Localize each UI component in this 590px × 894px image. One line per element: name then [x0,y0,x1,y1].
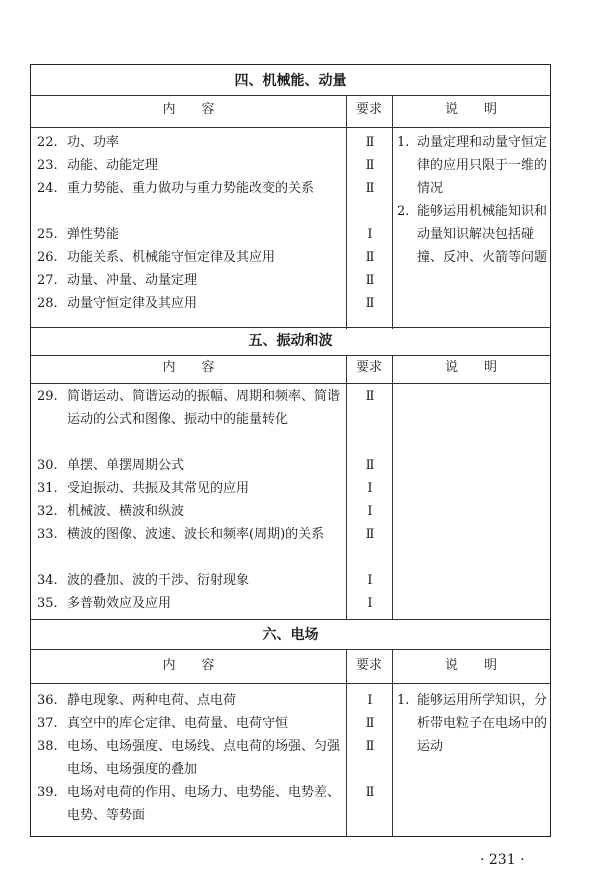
note-item [397,131,547,200]
row-content: 单摆、单摆周期公式 [67,458,185,473]
header-note: 说 明 [444,658,497,673]
header-requirement: 要求 [355,658,382,673]
row-number: 30. [37,458,58,473]
note-text: 能够运用所学知识，分析带电粒子在电场中的运动 [417,693,548,754]
row-content: 电场、电场强度、电场线、点电荷的场强、匀强电场、电场强度的叠加 [67,739,341,777]
row-content: 动能、动能定理 [67,158,159,173]
row-number: 22. [37,135,58,150]
page-number: · 231 · [480,852,525,868]
row-number: 25. [37,227,58,242]
row-level: Ⅰ [367,693,373,708]
note-number: 1. [397,135,410,150]
row-content: 简谐运动、简谐运动的振幅、周期和频率、简谐运动的公式和图像、振动中的能量转化 [67,389,341,427]
notes-list [397,131,547,269]
row-number: 23. [37,158,58,173]
row-level: Ⅱ [365,158,375,173]
row-number: 39. [37,785,58,800]
section-title: 五、振动和波 [248,333,333,349]
section-mechanical-energy [31,65,550,329]
notes-list [397,689,547,758]
row-level: Ⅰ [367,596,373,611]
note-text: 能够运用机械能知识和动量知识解决包括碰撞、反冲、火箭等问题 [417,204,548,265]
note-number: 2. [397,204,410,219]
section-title: 六、电场 [262,627,319,643]
row-content: 静电现象、两种电荷、点电荷 [67,693,237,708]
header-content: 内 容 [162,360,215,375]
row-number: 27. [37,273,58,288]
row-level: Ⅱ [365,135,375,150]
row-content: 动量、冲量、动量定理 [67,273,198,288]
row-level: Ⅱ [365,785,375,800]
row-level: Ⅱ [365,273,375,288]
row-number: 28. [37,296,58,311]
row-number: 38. [37,739,58,754]
row-level: Ⅰ [367,504,373,519]
section-vibration-wave [31,327,550,619]
header-requirement: 要求 [355,360,382,375]
note-item [397,689,547,758]
row-level: Ⅰ [367,481,373,496]
header-content: 内 容 [162,658,215,673]
row-content: 真空中的库仑定律、电荷量、电荷守恒 [67,716,289,731]
row-content: 动量守恒定律及其应用 [67,296,198,311]
row-content: 机械波、横波和纵波 [67,504,185,519]
row-number: 29. [37,389,58,404]
row-number: 26. [37,250,58,265]
row-number: 35. [37,596,58,611]
row-number: 37. [37,716,58,731]
row-number: 33. [37,527,58,542]
row-level: Ⅱ [365,389,375,404]
row-content: 横波的图像、波速、波长和频率(周期)的关系 [67,527,325,542]
row-number: 36. [37,693,58,708]
row-level: Ⅱ [365,739,375,754]
row-level: Ⅱ [365,458,375,473]
row-level: Ⅰ [367,227,373,242]
header-requirement: 要求 [355,102,382,117]
header-note: 说 明 [444,360,497,375]
requirements-table [30,64,551,837]
row-level: Ⅱ [365,296,375,311]
row-level: Ⅱ [365,250,375,265]
header-note: 说 明 [444,102,497,117]
row-content: 多普勒效应及应用 [67,596,172,611]
note-number: 1. [397,693,410,708]
row-number: 31. [37,481,58,496]
row-content: 重力势能、重力做功与重力势能改变的关系 [67,181,315,196]
row-content: 功、功率 [67,135,120,150]
note-item [397,200,547,269]
row-number: 34. [37,573,58,588]
row-content: 波的叠加、波的干涉、衍射现象 [67,573,250,588]
row-content: 受迫振动、共振及其常见的应用 [67,481,250,496]
row-content: 电场对电荷的作用、电场力、电势能、电势差、电势、等势面 [67,785,341,823]
row-level: Ⅱ [365,181,375,196]
header-content: 内 容 [162,102,215,117]
row-level: Ⅱ [365,716,375,731]
row-content: 弹性势能 [67,227,120,242]
section-electric-field [31,619,550,836]
row-number: 32. [37,504,58,519]
row-level: Ⅱ [365,527,375,542]
section-title: 四、机械能、动量 [234,73,347,89]
row-number: 24. [37,181,58,196]
row-level: Ⅰ [367,573,373,588]
note-text: 动量定理和动量守恒定律的应用只限于一维的情况 [417,135,548,196]
row-content: 功能关系、机械能守恒定律及其应用 [67,250,276,265]
